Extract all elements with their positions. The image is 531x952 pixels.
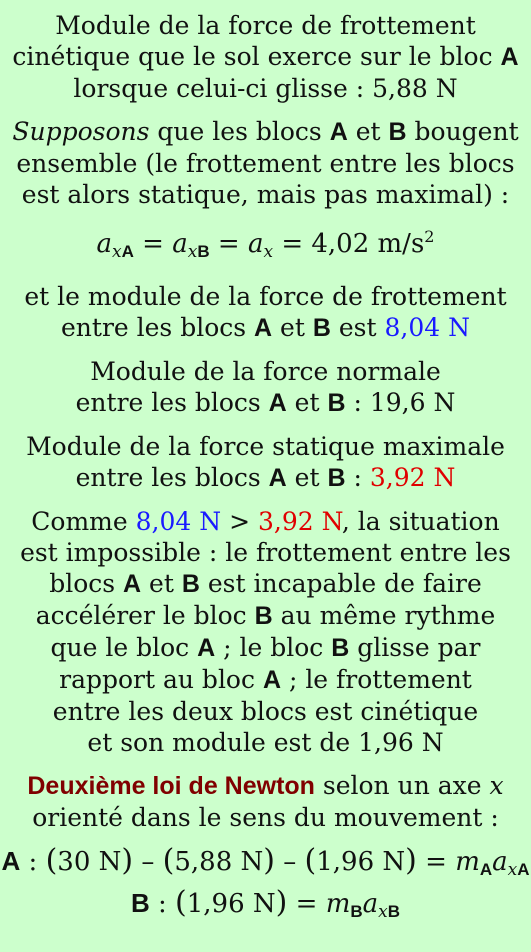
- line: [0, 148, 531, 179]
- equation-block-a: [0, 845, 531, 887]
- newton-law-paragraph: [0, 770, 531, 833]
- operator: –: [133, 847, 163, 877]
- friction-between-blocks-paragraph: [0, 281, 531, 344]
- block-label: B: [254, 602, 273, 630]
- text: lorsque celui-ci glisse : 5,88 N: [73, 74, 458, 103]
- paren: ): [263, 843, 275, 878]
- text: ; le frottement: [281, 665, 472, 694]
- text: blocs: [49, 569, 124, 598]
- block-label: A: [262, 666, 281, 694]
- line: [0, 281, 531, 312]
- text: entre les blocs: [75, 388, 269, 417]
- text: rapport au bloc: [59, 665, 263, 694]
- symbol: a: [172, 229, 188, 259]
- text: , la situation: [341, 507, 500, 536]
- value: 1,96 N: [186, 889, 276, 919]
- text: et: [141, 569, 182, 598]
- symbol: a: [362, 889, 379, 919]
- line: [0, 506, 531, 537]
- value: = 4,02 m/s: [273, 229, 425, 259]
- text: et: [347, 117, 389, 146]
- max-static-value: 3,92 N: [369, 463, 456, 492]
- line: [0, 727, 531, 758]
- subscript: A: [121, 242, 134, 261]
- text: cinétique que le sol exerce sur le bloc: [12, 42, 501, 71]
- text: est incapable de faire: [199, 569, 482, 598]
- kinetic-friction-ground-paragraph: [0, 10, 531, 104]
- value: 5,88 N: [174, 847, 264, 877]
- conclusion-paragraph: [0, 506, 531, 758]
- operator: –: [274, 847, 305, 877]
- text: est alors statique, mais pas maximal) :: [21, 180, 510, 209]
- text: :: [20, 847, 46, 877]
- block-label: A: [268, 389, 287, 417]
- line: [0, 41, 531, 73]
- line: [0, 632, 531, 664]
- paren: (: [162, 843, 175, 878]
- paren: (: [304, 843, 317, 878]
- line: [0, 664, 531, 696]
- line: [0, 802, 531, 833]
- text: bougent: [406, 117, 519, 146]
- superscript: 2: [424, 227, 435, 246]
- line: [0, 356, 531, 387]
- block-label: B: [130, 888, 150, 918]
- operator: >: [221, 507, 258, 536]
- text: orienté dans le sens du mouvement :: [32, 803, 499, 832]
- block-label: A: [197, 634, 216, 662]
- operator: =: [133, 229, 173, 259]
- text: :: [149, 889, 176, 919]
- block-label: A: [123, 570, 142, 598]
- text: est: [330, 313, 385, 342]
- text: ; le bloc: [215, 633, 332, 662]
- subscript: B: [387, 902, 401, 921]
- text: et: [286, 463, 328, 492]
- subscript: A: [479, 860, 493, 879]
- symbol: x: [489, 771, 504, 800]
- subscript: A: [517, 860, 530, 879]
- line: [0, 179, 531, 210]
- block-label: B: [327, 389, 346, 417]
- required-friction-value: 8,04 N: [384, 313, 470, 342]
- text: selon un axe: [314, 771, 490, 800]
- subscript: B: [197, 242, 210, 261]
- subscript: x: [187, 242, 198, 262]
- text: entre les blocs: [61, 313, 255, 342]
- paren: (: [175, 885, 187, 920]
- block-label: B: [388, 118, 407, 146]
- line: [0, 10, 531, 41]
- block-label: A: [268, 464, 287, 492]
- symbol: a: [247, 229, 264, 259]
- acceleration-equation: [0, 220, 531, 269]
- symbol: m: [325, 889, 351, 919]
- text: et son module est de 1,96 N: [87, 728, 444, 757]
- block-label: B: [312, 314, 331, 342]
- text: accélérer le bloc: [35, 601, 255, 630]
- operator: =: [287, 889, 326, 919]
- line: [0, 600, 531, 632]
- text: Module de la force normale: [90, 357, 441, 386]
- line: [0, 431, 531, 462]
- text: Module de la force de frottement: [55, 11, 476, 40]
- block-label: A: [500, 43, 519, 71]
- text: Comme: [31, 507, 136, 536]
- paren: ): [275, 885, 288, 920]
- line: [0, 568, 531, 600]
- subscript: x: [378, 902, 388, 922]
- text: ensemble (le frottement entre les blocs: [16, 149, 515, 178]
- text: et: [286, 388, 328, 417]
- text: glisse par: [349, 633, 481, 662]
- block-label: A: [254, 314, 273, 342]
- symbol: a: [492, 847, 508, 877]
- assumption-paragraph: [0, 116, 531, 210]
- text: que le bloc: [50, 633, 198, 662]
- text: au même rythme: [272, 601, 496, 630]
- value: 1,96 N: [316, 847, 406, 877]
- block-label: B: [181, 570, 200, 598]
- subscript: x: [507, 860, 518, 880]
- line: [0, 312, 531, 344]
- line: [0, 537, 531, 568]
- operator: =: [416, 847, 456, 877]
- max-static-force-paragraph: [0, 431, 531, 494]
- symbol: a: [96, 229, 113, 259]
- max-static-value: 3,92 N: [257, 507, 342, 536]
- text: entre les blocs: [75, 463, 269, 492]
- line: [0, 73, 531, 104]
- block-label: B: [327, 464, 346, 492]
- operator: =: [209, 229, 248, 259]
- value: 30 N: [57, 847, 122, 877]
- normal-force-paragraph: [0, 356, 531, 419]
- block-label: A: [329, 118, 348, 146]
- paren: ): [405, 843, 417, 878]
- line: [0, 770, 531, 802]
- block-label: A: [1, 846, 21, 876]
- subscript: B: [350, 902, 363, 921]
- text: entre les deux blocs est cinétique: [52, 697, 479, 726]
- text: est impossible : le frottement entre les: [20, 538, 511, 567]
- paren: (: [45, 843, 58, 878]
- text: et: [272, 313, 313, 342]
- required-friction-value: 8,04 N: [135, 507, 222, 536]
- block-label: B: [331, 634, 350, 662]
- subscript: x: [112, 242, 122, 262]
- line: [0, 116, 531, 148]
- text: :: [345, 463, 370, 492]
- line: [0, 462, 531, 494]
- symbol: m: [455, 847, 480, 877]
- text: Module de la force statique maximale: [26, 432, 505, 461]
- section-heading: Deuxième loi de Newton: [27, 772, 315, 800]
- subscript: x: [263, 242, 274, 262]
- emphasis-text: Supposons: [12, 117, 150, 146]
- line: [0, 696, 531, 727]
- text: et le module de la force de frottement: [24, 282, 507, 311]
- text: que les blocs: [149, 117, 330, 146]
- equation-block-b: [0, 887, 531, 929]
- text: : 19,6 N: [345, 388, 456, 417]
- paren: ): [121, 843, 134, 878]
- line: [0, 387, 531, 419]
